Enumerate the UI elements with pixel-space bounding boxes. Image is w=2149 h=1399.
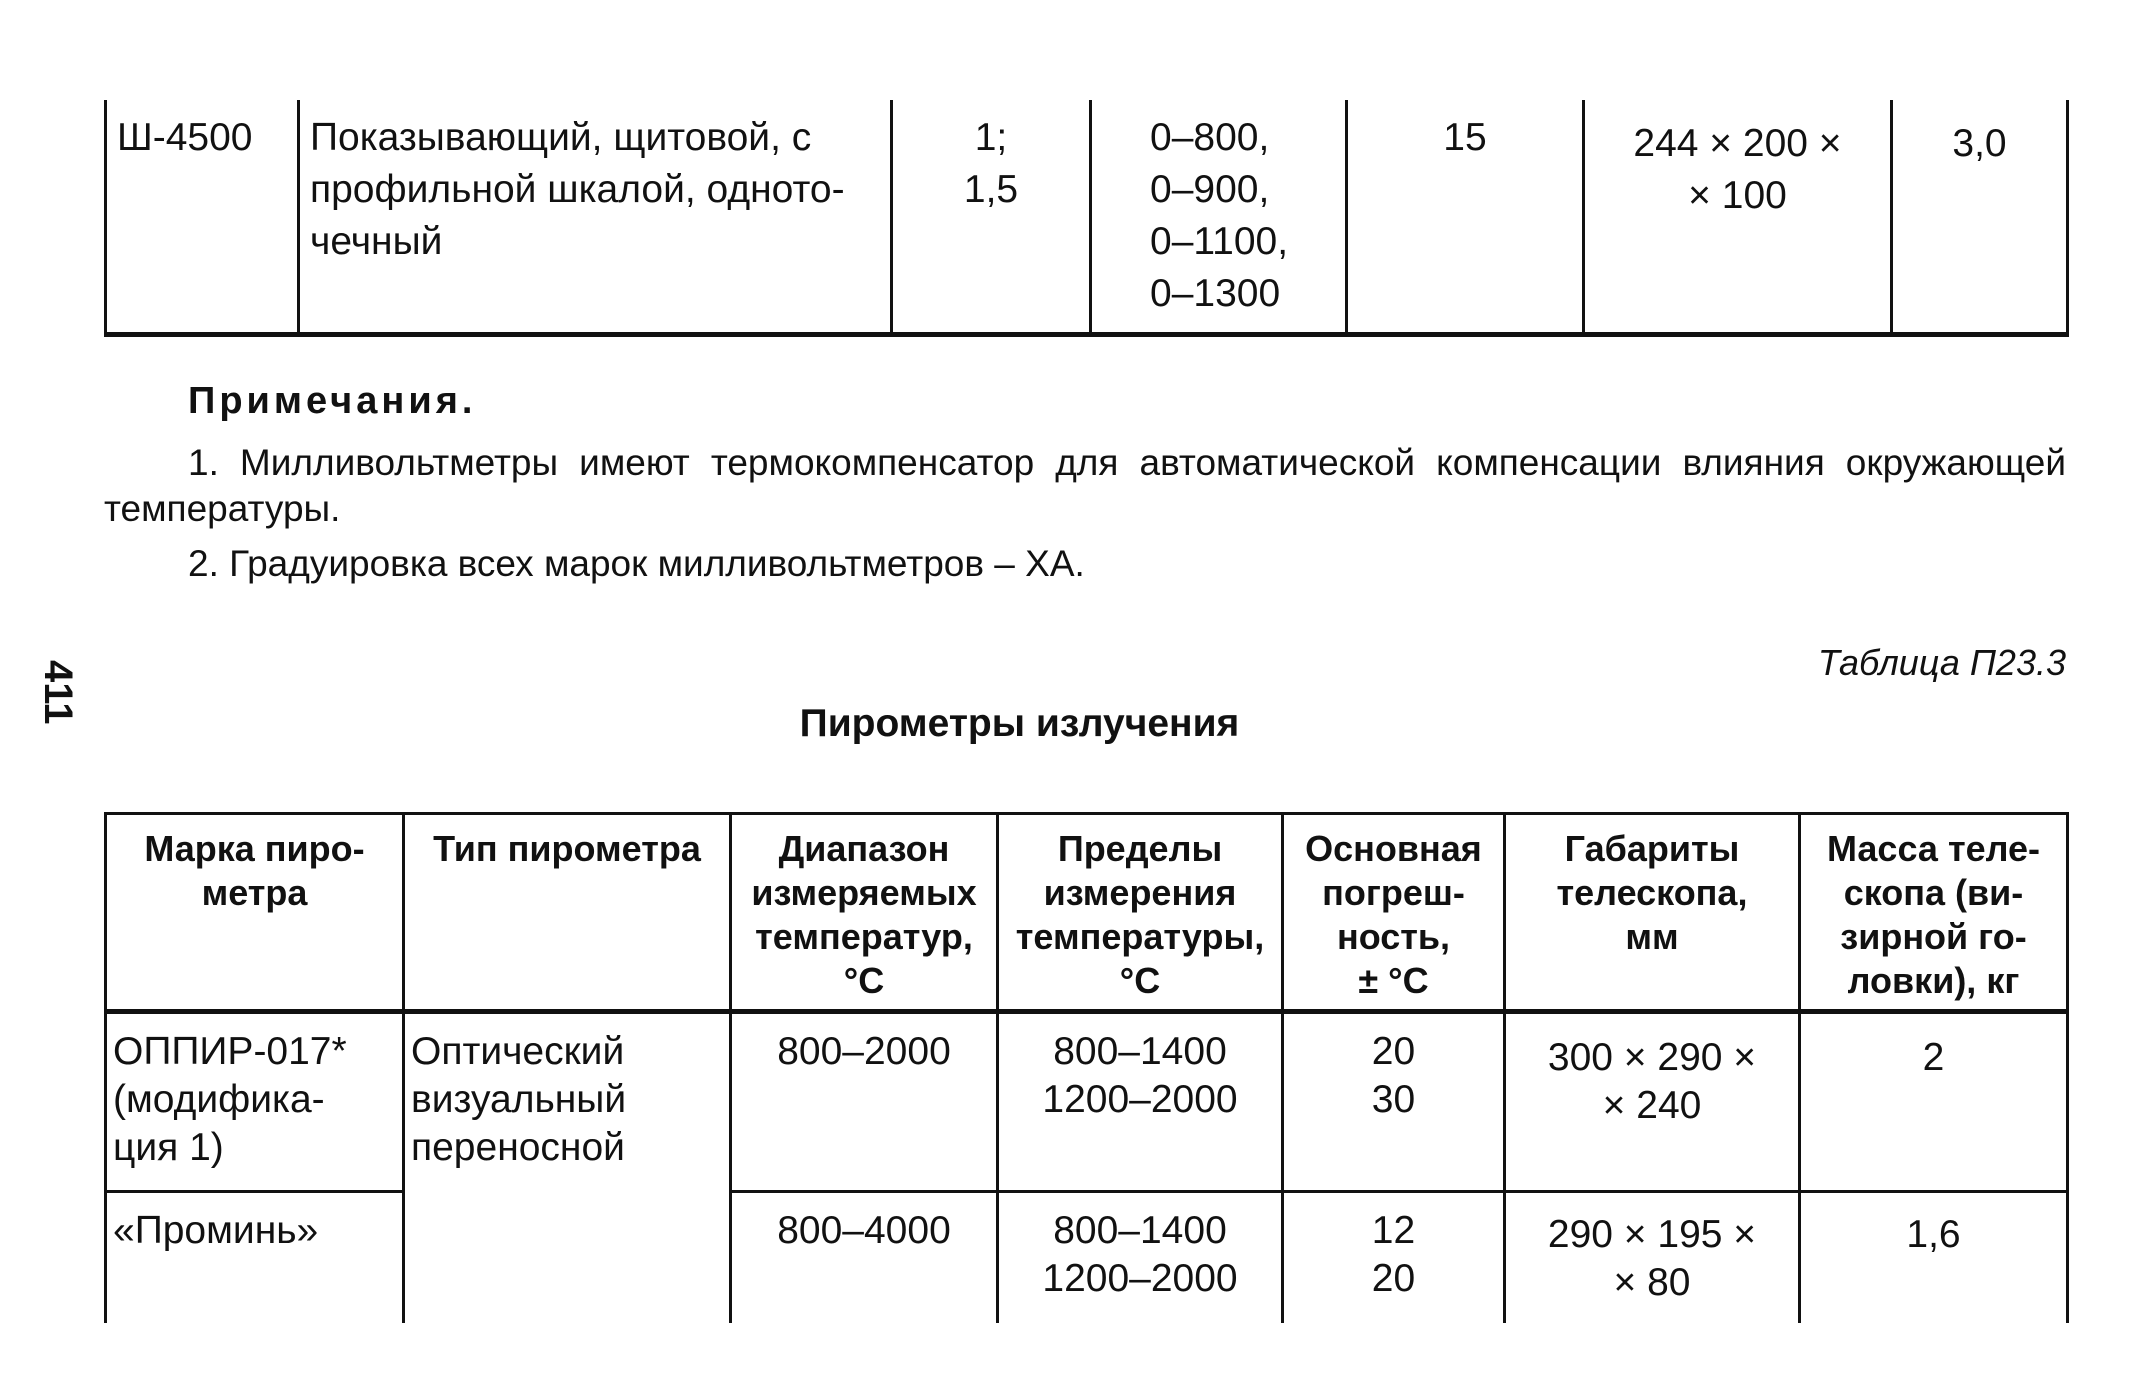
cell-class: 1; 1,5 — [892, 100, 1091, 335]
table-title: Пирометры излучения — [799, 702, 1240, 745]
cell-value: 15 — [1347, 100, 1584, 335]
cell-dims: 244 × 200 × × 100 — [1584, 100, 1892, 335]
cell-range: 800–2000 — [731, 1012, 998, 1192]
cell-range: 0–800, 0–900, 0–1100, 0–1300 — [1091, 100, 1347, 335]
cell-limits: 800–1400 1200–2000 — [998, 1192, 1283, 1324]
header-mark: Марка пиро- метра — [106, 814, 404, 1012]
cell-type: Показывающий, щитовой, с профильной шкалой, одното- чечный — [299, 100, 892, 335]
header-row — [106, 814, 2068, 1012]
table-row — [106, 1012, 2068, 1192]
header-error: Основная погреш- ность, ± °С — [1283, 814, 1505, 1012]
note-1: 1. Милливольтметры имеют термокомпенсатор для автоматической компенсации влияния окружающей температуры. — [104, 442, 2066, 529]
header-limits: Пределы измерения температуры, °С — [998, 814, 1283, 1012]
header-dims: Габариты телескопа, мм — [1505, 814, 1800, 1012]
cell-mass: 3,0 — [1892, 100, 2068, 335]
notes-title: Примечания. — [188, 380, 477, 422]
header-mass: Масса теле- скопа (ви- зирной го- ловки), кг — [1800, 814, 2068, 1012]
cell-mark: Ш-4500 — [106, 100, 299, 335]
cell-error: 20 30 — [1283, 1012, 1505, 1192]
table-label: Таблица П23.3 — [1817, 642, 2066, 683]
continued-table — [104, 100, 2069, 337]
header-range: Диапазон измеряемых температур, °С — [731, 814, 998, 1012]
header-type: Тип пирометра — [404, 814, 731, 1012]
cell-dims: 290 × 195 × × 80 — [1505, 1192, 1800, 1324]
cell-limits: 800–1400 1200–2000 — [998, 1012, 1283, 1192]
cell-error: 12 20 — [1283, 1192, 1505, 1324]
cell-mark: ОППИР-017* (модифика- ция 1) — [106, 1012, 404, 1192]
table-row — [106, 100, 2068, 335]
cell-mark: «Проминь» — [106, 1192, 404, 1324]
cell-mass: 1,6 — [1800, 1192, 2068, 1324]
cell-mass: 2 — [1800, 1012, 2068, 1192]
pyrometer-table — [104, 812, 2069, 1323]
cell-type: Оптический визуальный переносной — [404, 1012, 731, 1324]
cell-range: 800–4000 — [731, 1192, 998, 1324]
table-row — [106, 1192, 2068, 1324]
note-2: 2. Градуировка всех марок милливольтметров – ХА. — [188, 543, 1085, 584]
page-number: 411 — [36, 660, 80, 725]
cell-dims: 300 × 290 × × 240 — [1505, 1012, 1800, 1192]
